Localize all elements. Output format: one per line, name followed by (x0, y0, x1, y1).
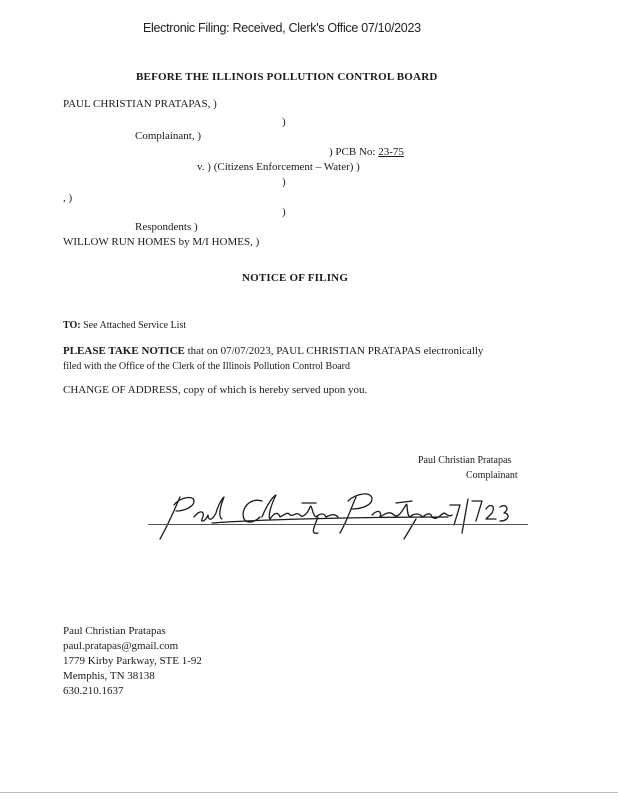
respondent-name: WILLOW RUN HOMES by M/I HOMES, ) (63, 236, 260, 248)
caption-paren-1: ) (282, 116, 286, 128)
caption-paren-3: ) (282, 206, 286, 218)
versus-line: v. ) (Citizens Enforcement – Water) ) (197, 161, 360, 173)
please-line-1 (63, 345, 483, 357)
page-bottom-rule (0, 792, 618, 793)
contact-phone: 630.210.1637 (63, 685, 124, 697)
board-title: BEFORE THE ILLINOIS POLLUTION CONTROL BOARD (136, 71, 438, 83)
contact-address-1: 1779 Kirby Parkway, STE 1-92 (63, 655, 202, 667)
respondents-role: Respondents ) (135, 221, 198, 233)
handwritten-signature (150, 487, 530, 549)
signer-role: Complainant (466, 470, 518, 481)
to-text: See Attached Service List (80, 320, 187, 331)
notice-title: NOTICE OF FILING (242, 272, 349, 284)
pcb-number-line (329, 146, 404, 158)
contact-address-2: Memphis, TN 38138 (63, 670, 155, 682)
signer-name: Paul Christian Pratapas (418, 455, 512, 466)
contact-name: Paul Christian Pratapas (63, 625, 166, 637)
to-label: TO: (63, 320, 81, 331)
pcb-number: 23-75 (378, 146, 404, 158)
to-line (63, 320, 186, 331)
change-of-address-line: CHANGE OF ADDRESS, copy of which is hereby served upon you. (63, 384, 368, 396)
pcb-prefix: ) PCB No: (329, 146, 379, 158)
caption-paren-2: ) (282, 176, 286, 188)
please-label: PLEASE TAKE NOTICE (63, 345, 185, 357)
contact-email: paul.pratapas@gmail.com (63, 640, 179, 652)
blank-party: , ) (63, 192, 73, 204)
complainant-name: PAUL CHRISTIAN PRATAPAS, ) (63, 98, 217, 110)
efiling-stamp: Electronic Filing: Received, Clerk's Office 07/10/2023 (143, 21, 421, 35)
signature-line (148, 524, 528, 525)
please-text-1: that on 07/07/2023, PAUL CHRISTIAN PRATAPAS electronically (184, 345, 484, 357)
please-line-2: filed with the Office of the Clerk of the Illinois Pollution Control Board (63, 361, 350, 372)
complainant-role: Complainant, ) (135, 130, 201, 142)
